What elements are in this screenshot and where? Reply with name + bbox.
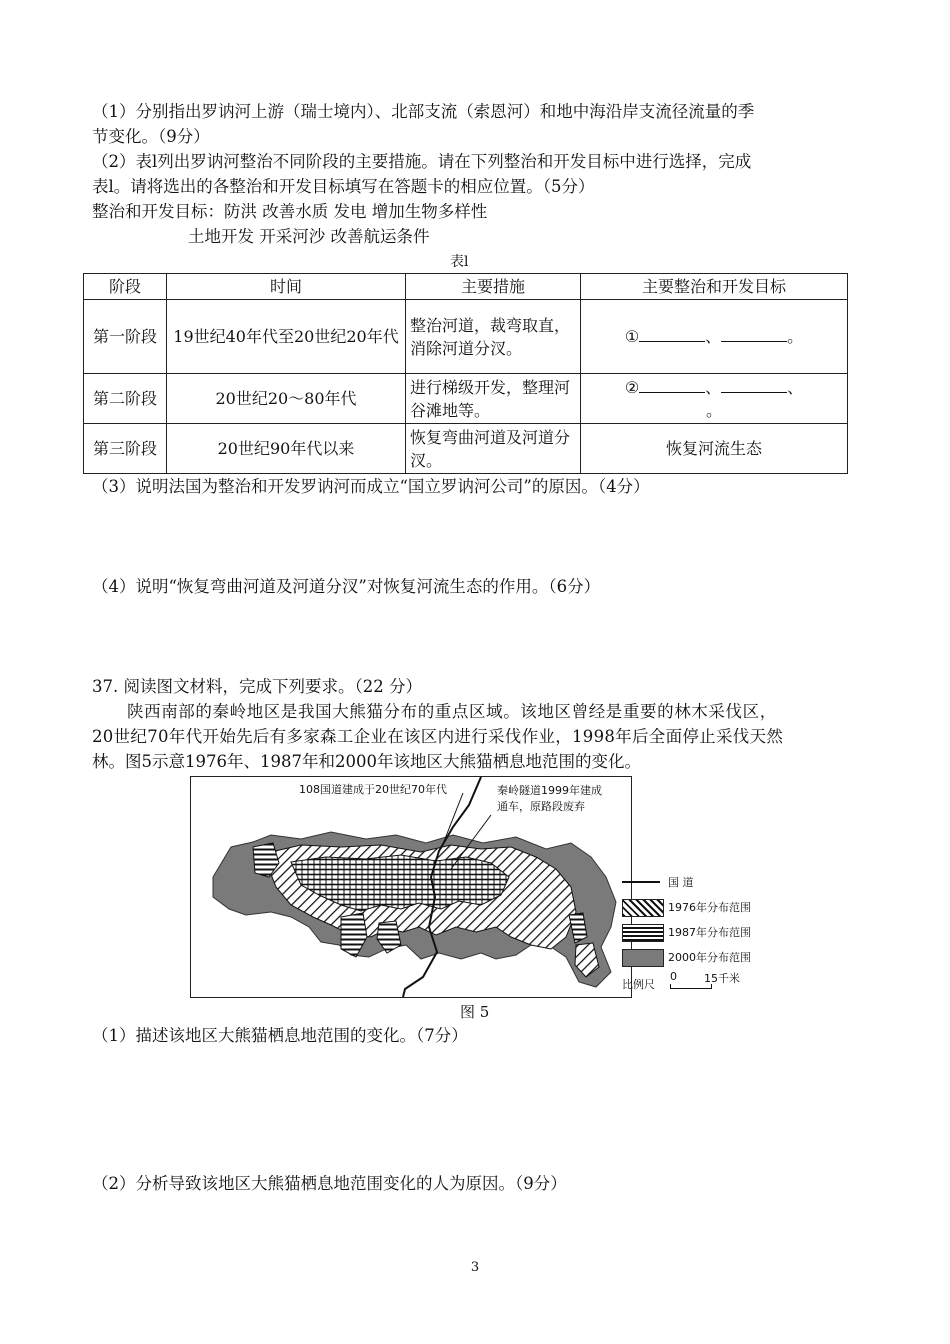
scale-label: 比例尺	[622, 978, 655, 991]
tunnel-label	[497, 783, 602, 815]
q4: （4）说明“恢复弯曲河道及河道分汊”对恢复河流生态的作用。（6分）	[92, 577, 601, 596]
q37-para3: 林。图5示意1976年、1987年和2000年该地区大熊猫栖息地范围的变化。	[92, 752, 641, 771]
legend-label: 1987年分布范围	[668, 926, 751, 939]
legend-1976	[622, 895, 782, 920]
header-time: 时间	[167, 274, 406, 300]
stage-cell: 第一阶段	[84, 300, 167, 374]
q1-line2: 节变化。（9分）	[92, 127, 210, 146]
goal-separator: 、	[787, 377, 804, 397]
header-stage: 阶段	[84, 274, 167, 300]
q2-line2: 表l。请将选出的各整治和开发目标填写在答题卡的相应位置。（5分）	[92, 177, 595, 196]
goal-end: 。	[705, 400, 722, 420]
goals-line2: 土地开发 开采河沙 改善航运条件	[188, 227, 430, 246]
gray-swatch-icon	[622, 949, 664, 967]
legend-2000	[622, 945, 782, 970]
header-goal: 主要整治和开发目标	[581, 274, 848, 300]
table-caption: 表l	[450, 254, 469, 270]
q37-sub1: （1）描述该地区大熊猫栖息地范围的变化。（7分）	[92, 1026, 468, 1045]
goal-marker: ①	[624, 327, 640, 346]
legend-label: 1976年分布范围	[668, 901, 751, 914]
q37-sub2: （2）分析导致该地区大熊猫栖息地范围变化的人为原因。（9分）	[92, 1174, 567, 1193]
table-row	[84, 424, 848, 474]
measure-cell: 恢复弯曲河道及河道分汊。	[406, 424, 581, 474]
q1-line1: （1）分别指出罗讷河上游（瑞士境内）、北部支流（索恩河）和地中海沿岸支流径流量的季	[92, 102, 755, 121]
stage-cell: 第二阶段	[84, 374, 167, 424]
q37-title: 37. 阅读图文材料，完成下列要求。（22 分）	[92, 677, 422, 696]
figure-caption: 图 5	[460, 1003, 490, 1021]
q37-para1: 陕西南部的秦岭地区是我国大熊猫分布的重点区域。该地区曾经是重要的林木采伐区，	[127, 702, 777, 721]
q2-line1: （2）表l列出罗讷河整治不同阶段的主要措施。请在下列整治和开发目标中进行选择，完成	[92, 152, 752, 171]
goal-cell	[581, 300, 848, 374]
road-label: 108国道建成于20世纪70年代	[299, 783, 447, 796]
answer-blank[interactable]	[721, 378, 787, 393]
q37-para2: 20世纪70年代开始先后有多家森工企业在该区内进行采伐作业，1998年后全面停止采伐天然	[92, 727, 784, 746]
goal-separator: 、	[705, 377, 722, 397]
q3: （3）说明法国为整治和开发罗讷河而成立“国立罗讷河公司”的原因。（4分）	[92, 477, 650, 496]
answer-blank[interactable]	[721, 327, 787, 342]
tunnel-label-line1: 秦岭隧道1999年建成	[497, 784, 602, 797]
map-legend	[622, 870, 782, 995]
time-cell: 20世纪90年代以来	[167, 424, 406, 474]
tunnel-label-line2: 通车，原路段废弃	[497, 800, 585, 813]
goal-cell: 恢复河流生态	[581, 424, 848, 474]
table-1	[83, 273, 848, 474]
scale-zero: 0	[670, 970, 677, 983]
diag-swatch-icon	[622, 899, 664, 917]
goal-end: 。	[787, 327, 804, 346]
goals-line1: 整治和开发目标：防洪 改善水质 发电 增加生物多样性	[92, 202, 488, 221]
goal-cell	[581, 374, 848, 424]
page-number: 3	[470, 1260, 480, 1275]
legend-road	[622, 870, 782, 895]
horiz-swatch-icon	[622, 924, 664, 942]
legend-label: 2000年分布范围	[668, 951, 751, 964]
legend-label: 国 道	[668, 876, 694, 889]
time-cell: 19世纪40年代至20世纪20年代	[167, 300, 406, 374]
legend-1987	[622, 920, 782, 945]
answer-blank[interactable]	[639, 327, 705, 342]
table-row	[84, 374, 848, 424]
legend-scale	[622, 970, 782, 995]
goal-marker: ②	[624, 377, 640, 397]
goal-separator: 、	[705, 327, 722, 346]
table-row	[84, 300, 848, 374]
time-cell: 20世纪20～80年代	[167, 374, 406, 424]
answer-blank[interactable]	[639, 378, 705, 393]
stage-cell: 第三阶段	[84, 424, 167, 474]
measure-cell: 整治河道，裁弯取直，消除河道分汊。	[406, 300, 581, 374]
scale-15km: 15千米	[704, 972, 740, 985]
measure-cell: 进行梯级开发，整理河谷滩地等。	[406, 374, 581, 424]
figure-5-map	[190, 776, 632, 998]
road-line-icon	[622, 881, 660, 883]
header-measure: 主要措施	[406, 274, 581, 300]
